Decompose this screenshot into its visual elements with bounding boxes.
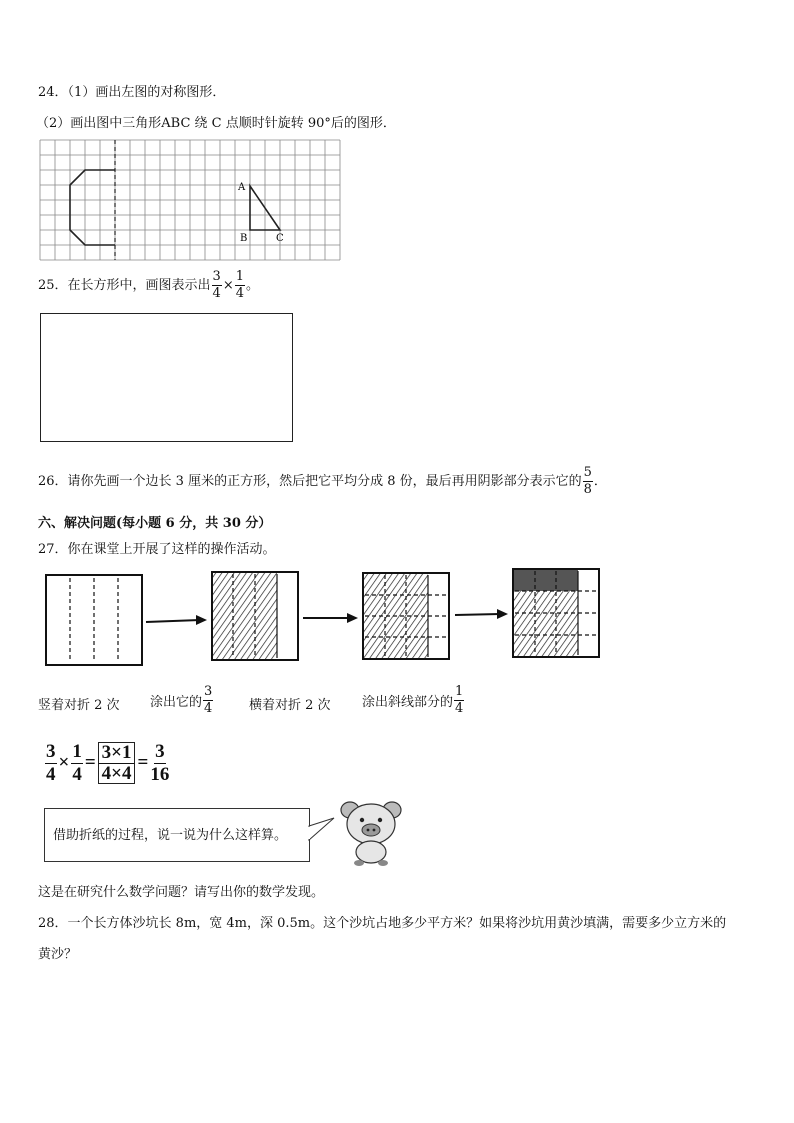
caption-1: 竖着对折 2 次	[38, 698, 120, 713]
q25-end: 。	[246, 277, 260, 293]
q26-fraction: $\frac{5}{8}$	[583, 464, 592, 497]
label-b: B	[240, 233, 248, 244]
q25-text: 25．在长方形中，画图表示出	[38, 277, 211, 293]
eq-result-fraction: $\frac{3}{16}$	[150, 740, 170, 785]
eq-boxed-fraction: $\frac{3\times 1}{4\times 4}$	[98, 742, 136, 785]
q26-end: ．	[593, 473, 607, 489]
q24-part1-text: （1）画出左图的对称图形．	[67, 85, 226, 100]
q26-text: 26．请你先画一个边长 3 厘米的正方形，然后把它平均分成 8 份，最后再用阴影部分表示它的	[38, 473, 582, 489]
section-6-title: 六、解决问题(每小题 6 分，共 30 分）	[38, 516, 272, 531]
caption-4-fraction: $\frac{1}{4}$	[455, 683, 464, 716]
q25-fraction-2: $\frac{1}{4}$	[235, 268, 245, 301]
q27-text: 27．你在课堂上开展了这样的操作活动。	[38, 542, 276, 557]
label-c: C	[276, 233, 284, 244]
eq-equals-1: =	[84, 752, 96, 773]
speech-bubble-text: 借助折纸的过程，说一说为什么这样算。	[53, 828, 288, 843]
q25-fraction-1: $\frac{3}{4}$	[212, 268, 221, 301]
q24-number: 24．	[38, 85, 68, 100]
q25-times: ×	[222, 277, 234, 293]
q28-line-1: 28．一个长方体沙坑长 8m，宽 4m，深 0.5m。这个沙坑占地多少平方米？如果将沙坑用黄沙填满，需要多少立方米的	[38, 916, 727, 931]
caption-3: 横着对折 2 次	[249, 698, 331, 713]
eq-fraction-1: $\frac{3}{4}$	[46, 740, 56, 785]
caption-2-text: 涂出它的	[150, 694, 203, 710]
caption-4-text: 涂出斜线部分的	[362, 694, 454, 710]
label-a: A	[238, 182, 246, 193]
q24-part2: （2）画出图中三角形ABC 绕 C 点顺时针旋转 90°后的图形．	[36, 116, 396, 131]
caption-2-fraction: $\frac{3}{4}$	[204, 683, 213, 716]
eq-times: ×	[58, 752, 70, 773]
q27-question: 这是在研究什么数学问题？请写出你的数学发现。	[38, 885, 325, 900]
q28-line-2: 黄沙？	[38, 947, 78, 962]
eq-fraction-2: $\frac{1}{4}$	[72, 740, 82, 785]
pig-mascot-icon	[334, 796, 408, 868]
eq-equals-2: =	[137, 752, 149, 773]
